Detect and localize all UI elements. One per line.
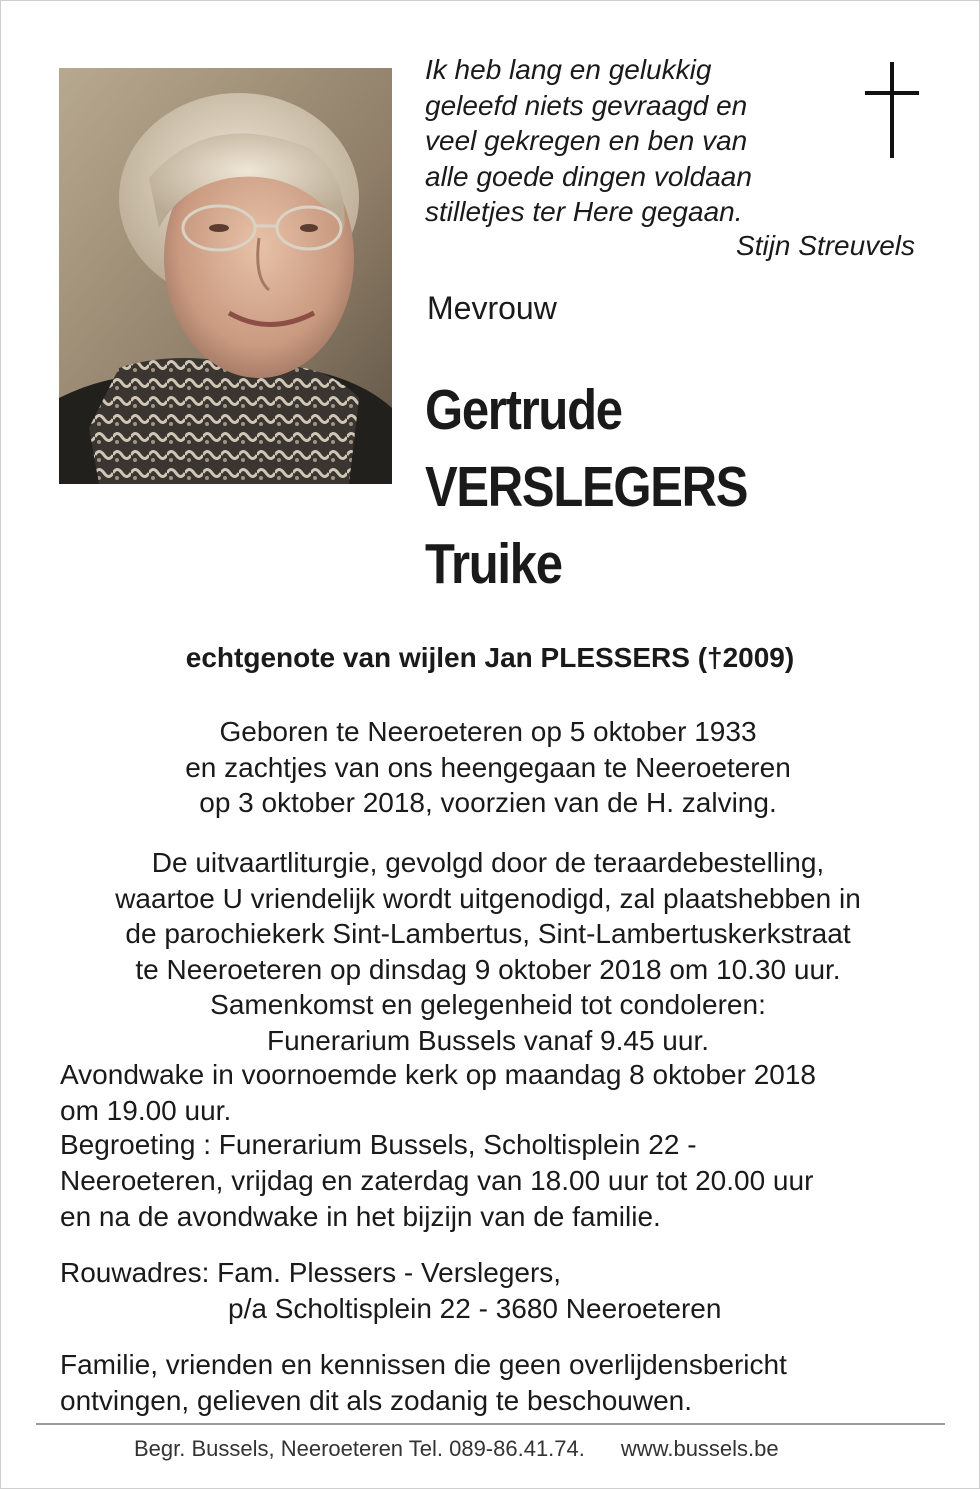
funeral-text: [0, 845, 976, 1058]
funeral-home-info: Begr. Bussels, Neeroeteren Tel. 089-86.41.74.: [134, 1436, 585, 1461]
text-line: Samenkomst en gelegenheid tot condoleren:: [210, 989, 766, 1020]
poem-line: stilletjes ter Here gegaan.: [425, 196, 743, 227]
poem-line: Ik heb lang en gelukkig: [425, 54, 712, 85]
portrait-icon: [59, 68, 392, 484]
last-name: VERSLEGERS: [425, 455, 748, 519]
text-line: ontvingen, gelieven dit als zodanig te beschouwen.: [60, 1385, 692, 1416]
honorific-title: Mevrouw: [427, 290, 557, 326]
deceased-name: [425, 372, 747, 603]
text-line: om 19.00 uur.: [60, 1095, 232, 1126]
text-line: De uitvaartliturgie, gevolgd door de teraardebestelling,: [151, 847, 825, 878]
text-line: de parochiekerk Sint-Lambertus, Sint-Lambertuskerkstraat: [125, 918, 851, 949]
text-line: Begroeting : Funerarium Bussels, Scholtisplein 22 -: [60, 1129, 697, 1160]
wake-text: [60, 1057, 816, 1129]
website-link[interactable]: www.bussels.be: [620, 1436, 779, 1461]
mourning-address: [60, 1255, 721, 1327]
cross-icon: [862, 62, 922, 158]
address-line: p/a Scholtisplein 22 - 3680 Neeroeteren: [228, 1293, 722, 1324]
poem: [425, 52, 845, 230]
poem-line: geleefd niets gevraagd en: [425, 89, 748, 121]
birth-death-text: [0, 714, 976, 821]
divider: [36, 1423, 945, 1425]
text-line: Geboren te Neeroeteren op 5 oktober 1933: [219, 716, 757, 747]
first-name: Gertrude: [425, 378, 622, 442]
spouse-line: echtgenote van wijlen Jan PLESSERS (†2009): [185, 642, 795, 673]
footer: [134, 1434, 779, 1464]
poem-line: veel gekregen en ben van: [425, 125, 748, 156]
poem-line: alle goede dingen voldaan: [425, 160, 752, 192]
text-line: en zachtjes van ons heengegaan te Neeroeteren: [185, 751, 791, 783]
text-line: Avondwake in voornoemde kerk op maandag 8 oktober 2018: [60, 1059, 816, 1090]
text-line: op 3 oktober 2018, voorzien van de H. zalving.: [199, 787, 777, 818]
text-line: Familie, vrienden en kennissen die geen overlijdensbericht: [60, 1349, 787, 1380]
greeting-text: [60, 1127, 813, 1235]
portrait-photo: [59, 68, 392, 484]
address-line: Rouwadres: Fam. Plessers - Verslegers,: [60, 1257, 562, 1288]
poem-author: Stijn Streuvels: [736, 230, 915, 261]
text-line: en na de avondwake in het bijzijn van de familie.: [60, 1201, 661, 1232]
text-line: waartoe U vriendelijk wordt uitgenodigd, zal plaatshebben in: [115, 882, 861, 914]
nickname: Truike: [425, 532, 562, 596]
text-line: Funerarium Bussels vanaf 9.45 uur.: [266, 1024, 709, 1056]
text-line: te Neeroeteren op dinsdag 9 oktober 2018 om 10.30 uur.: [135, 953, 841, 985]
notice-text: [60, 1347, 787, 1419]
text-line: Neeroeteren, vrijdag en zaterdag van 18.00 uur tot 20.00 uur: [60, 1165, 814, 1196]
